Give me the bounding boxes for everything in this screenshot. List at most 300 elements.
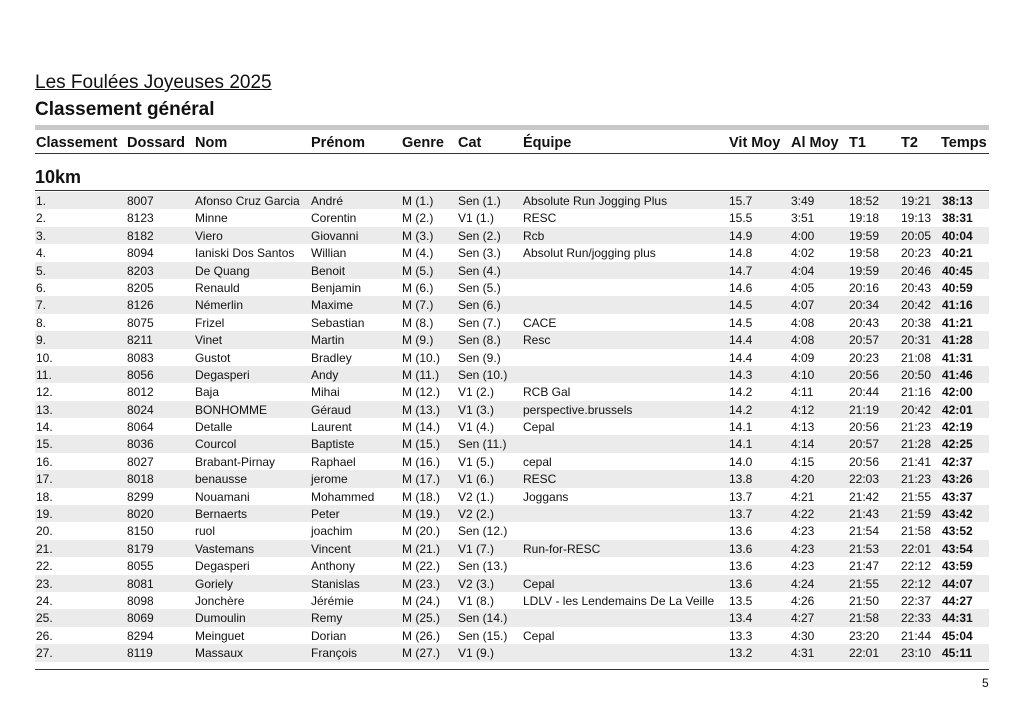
cell-avg-pace: 4:23 [791,559,815,574]
cell-avg-pace: 4:21 [791,489,815,504]
cell-team: perspective.brussels [523,402,633,417]
cell-rank: 1. [36,194,47,208]
cell-bib: 8211 [127,333,153,348]
cell-category: V2 (2.) [458,507,495,522]
column-header-t1: T1 [849,135,866,151]
cell-first-name: Jérémie [311,593,354,608]
cell-bib: 8294 [127,628,154,643]
cell-bib: 8126 [127,298,154,313]
cell-time: 43:37 [942,489,973,504]
cell-first-name: Anthony [311,559,356,574]
cell-team: Absolute Run Jogging Plus [523,194,668,208]
cell-last-name: Dumoulin [195,611,246,626]
cell-category: Sen (12.) [458,524,508,539]
cell-last-name: Meinguet [195,628,245,643]
cell-t1: 21:47 [849,559,880,574]
cell-t1: 21:53 [849,541,880,556]
cell-time: 45:11 [942,646,973,661]
cell-time: 42:01 [942,402,973,417]
cell-t2: 22:33 [901,611,932,626]
cell-t2: 19:21 [901,194,932,208]
cell-first-name: Sebastian [311,315,365,330]
table-row [35,296,989,313]
cell-category: V1 (3.) [458,402,495,417]
cell-t2: 22:12 [901,576,932,591]
cell-t1: 22:01 [849,646,880,661]
cell-avg-pace: 4:15 [791,454,815,469]
cell-avg-pace: 4:14 [791,437,815,452]
cell-t1: 21:43 [849,507,880,522]
cell-time: 43:42 [942,507,973,522]
cell-t1: 19:58 [849,246,880,261]
page-subtitle: Classement général [35,99,215,120]
cell-bib: 8081 [127,576,154,591]
cell-rank: 15. [36,437,53,452]
table-row [35,609,989,626]
cell-time: 40:59 [942,280,973,295]
section-title: 10km [35,167,82,187]
cell-rank: 9. [36,333,47,348]
cell-time: 38:13 [942,194,973,208]
cell-first-name: Stanislas [311,576,360,591]
cell-category: V2 (1.) [458,489,495,504]
cell-t2: 22:01 [901,541,932,556]
cell-t2: 21:58 [901,524,932,539]
cell-rank: 25. [36,611,53,626]
cell-last-name: Baja [195,385,220,400]
results-table [35,192,989,662]
cell-category: V1 (7.) [458,541,495,556]
cell-avg-speed: 14.3 [729,367,753,382]
cell-bib: 8299 [127,489,154,504]
cell-first-name: Mohammed [311,489,375,504]
cell-t2: 20:46 [901,263,932,278]
column-header-al-moy: Al Moy [791,135,839,151]
cell-first-name: Maxime [311,298,354,313]
cell-avg-speed: 15.7 [729,194,753,208]
cell-last-name: Goriely [195,576,234,591]
cell-rank: 18. [36,489,53,504]
cell-t2: 23:10 [901,646,932,661]
cell-rank: 17. [36,472,53,487]
cell-time: 43:54 [942,541,973,556]
cell-first-name: joachim [311,524,353,539]
cell-rank: 5. [36,263,47,278]
cell-last-name: Gustot [195,350,231,365]
cell-time: 44:07 [942,576,973,591]
cell-bib: 8064 [127,420,154,435]
cell-team: RCB Gal [523,385,571,400]
table-row [35,366,989,383]
cell-avg-pace: 4:13 [791,420,815,435]
cell-category: Sen (15.) [458,628,508,643]
cell-bib: 8150 [127,524,154,539]
cell-t2: 21:16 [901,385,932,400]
cell-avg-pace: 3:49 [791,194,815,208]
cell-avg-speed: 14.4 [729,333,753,348]
cell-t1: 23:20 [849,628,880,643]
cell-t1: 20:57 [849,437,880,452]
cell-t2: 20:23 [901,246,932,261]
cell-gender: M (15.) [402,437,441,452]
table-row [35,592,989,609]
page-number: 5 [982,676,989,690]
cell-time: 44:27 [942,593,973,608]
cell-category: Sen (10.) [458,367,508,382]
cell-category: V1 (8.) [458,593,495,608]
cell-category: V1 (4.) [458,420,495,435]
cell-category: Sen (8.) [458,333,501,348]
cell-avg-speed: 14.2 [729,402,753,417]
cell-time: 42:00 [942,385,973,400]
cell-bib: 8007 [127,194,154,208]
cell-t1: 19:59 [849,228,880,243]
cell-gender: M (1.) [402,194,434,208]
cell-bib: 8119 [127,646,153,661]
cell-first-name: Baptiste [311,437,355,452]
table-row [35,349,989,366]
title-divider [35,125,989,130]
cell-gender: M (5.) [402,263,434,278]
cell-time: 41:16 [942,298,973,313]
cell-last-name: benausse [195,472,248,487]
cell-avg-pace: 4:10 [791,367,815,382]
column-header-temps: Temps [941,135,987,151]
cell-avg-pace: 4:04 [791,263,815,278]
cell-t2: 20:05 [901,228,932,243]
column-header-prenom: Prénom [311,135,365,151]
cell-bib: 8123 [127,211,154,226]
cell-t1: 20:56 [849,367,880,382]
cell-gender: M (17.) [402,472,441,487]
cell-avg-pace: 4:30 [791,628,815,643]
cell-t1: 20:34 [849,298,880,313]
cell-avg-speed: 13.5 [729,593,753,608]
cell-avg-pace: 4:27 [791,611,815,626]
cell-time: 40:04 [942,228,973,243]
cell-category: Sen (5.) [458,280,501,295]
cell-t1: 21:19 [849,402,880,417]
cell-gender: M (19.) [402,507,441,522]
cell-team: Resc [523,333,551,348]
table-row [35,470,989,487]
cell-bib: 8020 [127,507,154,522]
column-header-nom: Nom [195,135,228,151]
cell-first-name: Bradley [311,350,352,365]
cell-t1: 20:43 [849,315,880,330]
table-row [35,522,989,539]
cell-first-name: Raphael [311,454,356,469]
cell-team: RESC [523,211,557,226]
cell-gender: M (7.) [402,298,434,313]
cell-last-name: ruol [195,524,216,539]
cell-avg-speed: 14.6 [729,280,753,295]
cell-t2: 22:37 [901,593,932,608]
cell-gender: M (2.) [402,211,434,226]
table-row [35,244,989,261]
cell-rank: 26. [36,628,53,643]
cell-team: CACE [523,315,557,330]
cell-avg-speed: 14.8 [729,246,753,261]
cell-t2: 21:59 [901,507,932,522]
cell-bib: 8056 [127,367,154,382]
column-header-classement: Classement [36,135,118,151]
cell-avg-pace: 4:05 [791,280,815,295]
table-row [35,401,989,418]
cell-time: 41:21 [942,315,973,330]
cell-t1: 20:44 [849,385,880,400]
cell-last-name: Viero [195,228,223,243]
cell-avg-speed: 13.6 [729,576,753,591]
cell-avg-pace: 4:31 [791,646,815,661]
cell-category: Sen (14.) [458,611,508,626]
cell-rank: 10. [36,350,53,365]
table-row [35,453,989,470]
cell-category: V1 (9.) [458,646,495,661]
cell-first-name: Géraud [311,402,352,417]
cell-gender: M (8.) [402,315,434,330]
cell-first-name: Corentin [311,211,357,226]
cell-avg-pace: 4:00 [791,228,815,243]
cell-t1: 19:59 [849,263,880,278]
cell-rank: 14. [36,420,53,435]
cell-rank: 2. [36,211,47,226]
table-row [35,227,989,244]
cell-time: 42:19 [942,420,973,435]
cell-avg-speed: 13.6 [729,559,753,574]
cell-category: Sen (2.) [458,228,501,243]
cell-rank: 19. [36,507,53,522]
cell-gender: M (24.) [402,593,441,608]
table-row [35,575,989,592]
cell-gender: M (11.) [402,367,440,382]
cell-avg-pace: 4:07 [791,298,815,313]
cell-bib: 8098 [127,593,154,608]
cell-t1: 21:54 [849,524,880,539]
cell-last-name: Némerlin [195,298,244,313]
cell-team: Rcb [523,228,545,243]
cell-gender: M (22.) [402,559,441,574]
cell-avg-speed: 13.3 [729,628,753,643]
cell-first-name: Benjamin [311,280,362,295]
column-header-t2: T2 [901,135,918,151]
cell-t2: 21:55 [901,489,932,504]
cell-t2: 20:31 [901,333,932,348]
cell-gender: M (10.) [402,350,441,365]
cell-avg-speed: 14.9 [729,228,753,243]
cell-avg-speed: 14.0 [729,454,753,469]
cell-avg-pace: 4:20 [791,472,815,487]
cell-avg-speed: 13.7 [729,507,753,522]
cell-gender: M (6.) [402,280,434,295]
cell-avg-speed: 14.5 [729,298,753,313]
table-row [35,505,989,522]
cell-last-name: Minne [195,211,228,226]
cell-gender: M (21.) [402,541,441,556]
cell-team: Cepal [523,420,555,435]
cell-last-name: Vinet [195,333,223,348]
cell-t1: 18:52 [849,194,880,208]
cell-t2: 21:44 [901,628,932,643]
cell-rank: 3. [36,228,47,243]
cell-avg-pace: 3:51 [791,211,815,226]
cell-t2: 21:23 [901,420,932,435]
cell-last-name: Degasperi [195,367,250,382]
cell-bib: 8075 [127,315,154,330]
cell-avg-pace: 4:11 [791,385,814,400]
page-title: Les Foulées Joyeuses 2025 [35,72,272,93]
cell-category: Sen (9.) [458,350,501,365]
cell-avg-speed: 13.6 [729,541,753,556]
cell-team: cepal [523,454,552,469]
cell-first-name: François [311,646,358,661]
cell-first-name: jerome [311,472,348,487]
cell-time: 40:21 [942,246,973,261]
column-header-equipe: Équipe [523,135,572,151]
table-row [35,540,989,557]
cell-category: V1 (6.) [458,472,495,487]
cell-first-name: Giovanni [311,228,359,243]
cell-bib: 8203 [127,263,154,278]
cell-rank: 24. [36,593,53,608]
cell-avg-speed: 14.4 [729,350,753,365]
table-row [35,314,989,331]
cell-t2: 20:38 [901,315,932,330]
cell-first-name: Andy [311,367,339,382]
cell-avg-speed: 14.7 [729,263,753,278]
cell-rank: 22. [36,559,53,574]
cell-last-name: Brabant-Pirnay [195,454,276,469]
cell-first-name: Laurent [311,420,352,435]
column-header-cat: Cat [458,135,482,151]
cell-last-name: Ianiski Dos Santos [195,246,295,261]
cell-gender: M (9.) [402,333,434,348]
cell-first-name: Peter [311,507,340,522]
cell-bib: 8024 [127,402,154,417]
cell-last-name: Courcol [195,437,237,452]
cell-avg-speed: 14.1 [729,420,753,435]
cell-avg-speed: 13.7 [729,489,753,504]
cell-last-name: BONHOMME [195,402,267,417]
cell-rank: 23. [36,576,53,591]
cell-t1: 21:55 [849,576,880,591]
table-row [35,627,989,644]
cell-avg-speed: 13.2 [729,646,753,661]
cell-gender: M (23.) [402,576,441,591]
cell-first-name: Dorian [311,628,347,643]
cell-t2: 20:42 [901,298,932,313]
cell-rank: 16. [36,454,53,469]
cell-t1: 20:56 [849,420,880,435]
cell-t1: 21:50 [849,593,880,608]
cell-bib: 8027 [127,454,154,469]
table-row [35,557,989,574]
cell-last-name: Massaux [195,646,244,661]
cell-avg-speed: 15.5 [729,211,753,226]
cell-last-name: Bernaerts [195,507,248,522]
cell-avg-pace: 4:08 [791,315,815,330]
table-header [35,133,989,153]
cell-rank: 7. [36,298,47,313]
cell-avg-pace: 4:22 [791,507,815,522]
cell-bib: 8018 [127,472,154,487]
section-divider [35,190,989,191]
cell-team: LDLV - les Lendemains De La Veille [523,593,715,608]
table-row [35,192,989,209]
cell-time: 41:28 [942,333,973,348]
cell-team: Joggans [523,489,569,504]
cell-t1: 20:57 [849,333,880,348]
column-header-dossard: Dossard [127,135,186,151]
cell-bib: 8069 [127,611,154,626]
cell-t2: 19:13 [901,211,932,226]
table-row [35,435,989,452]
cell-category: Sen (6.) [458,298,501,313]
cell-avg-speed: 14.5 [729,315,753,330]
cell-avg-pace: 4:02 [791,246,815,261]
cell-avg-pace: 4:09 [791,350,815,365]
cell-rank: 12. [36,385,53,400]
cell-time: 42:37 [942,454,973,469]
cell-team: Cepal [523,576,555,591]
cell-gender: M (13.) [402,402,441,417]
cell-avg-speed: 13.8 [729,472,753,487]
cell-gender: M (20.) [402,524,441,539]
cell-rank: 21. [36,541,53,556]
cell-time: 38:31 [942,211,973,226]
table-row [35,262,989,279]
cell-rank: 4. [36,246,47,261]
cell-category: Sen (3.) [458,246,501,261]
cell-time: 41:46 [942,367,973,382]
column-header-genre: Genre [402,135,444,151]
table-row [35,644,989,661]
cell-t1: 20:23 [849,350,880,365]
cell-first-name: André [311,194,344,208]
cell-time: 43:26 [942,472,973,487]
cell-rank: 20. [36,524,53,539]
table-row [35,331,989,348]
cell-bib: 8094 [127,246,154,261]
cell-category: V1 (1.) [458,211,495,226]
cell-bib: 8083 [127,350,154,365]
cell-team: Cepal [523,628,555,643]
cell-category: V2 (3.) [458,576,495,591]
cell-avg-pace: 4:23 [791,541,815,556]
cell-bib: 8012 [127,385,154,400]
table-row [35,383,989,400]
cell-t2: 21:41 [901,454,932,469]
cell-first-name: Martin [311,333,345,348]
cell-first-name: Vincent [311,541,351,556]
cell-bib: 8179 [127,541,154,556]
cell-gender: M (12.) [402,385,441,400]
cell-time: 43:52 [942,524,973,539]
cell-last-name: Nouamani [195,489,250,504]
cell-time: 42:25 [942,437,973,452]
cell-last-name: Detalle [195,420,233,435]
cell-gender: M (4.) [402,246,434,261]
cell-avg-speed: 14.2 [729,385,753,400]
cell-avg-pace: 4:26 [791,593,815,608]
cell-rank: 13. [36,402,53,417]
cell-t1: 21:42 [849,489,880,504]
cell-bib: 8205 [127,280,154,295]
cell-t1: 20:16 [849,280,880,295]
table-row [35,209,989,226]
cell-last-name: Vastemans [195,541,255,556]
cell-first-name: Mihai [311,385,340,400]
